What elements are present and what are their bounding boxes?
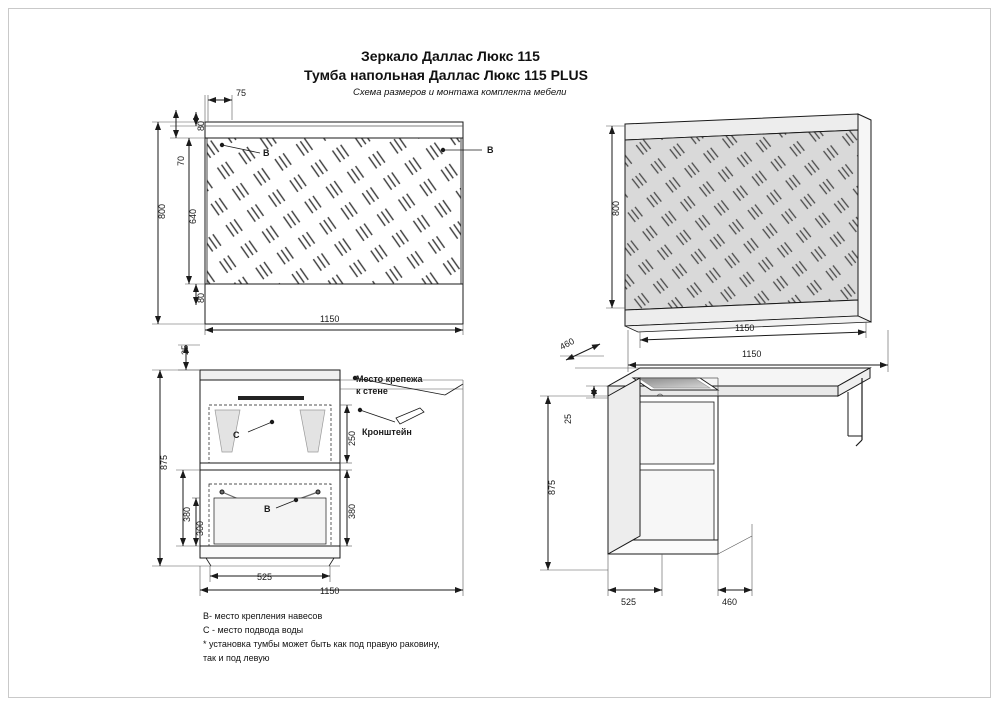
dim-iso-cabinet-25: 25	[563, 413, 573, 424]
legend-line-3: * установка тумбы может быть как под правую раковину,	[203, 639, 440, 649]
callout-wall-mount-line2: к стене	[356, 386, 388, 396]
dim-iso-cabinet-460-top: 460	[558, 335, 576, 352]
dim-cabinet-525: 525	[257, 572, 273, 582]
dim-iso-mirror-1150-inner: 1150	[735, 323, 755, 333]
dim-cabinet-380-left: 380	[182, 506, 192, 522]
dim-mirror-800: 800	[157, 203, 167, 219]
page-title-mirror: Зеркало Даллас Люкс 115	[361, 48, 540, 64]
page-title-cabinet: Тумба напольная Даллас Люкс 115 PLUS	[304, 67, 588, 83]
dim-mirror-70: 70	[176, 155, 186, 166]
marker-c: C	[233, 430, 240, 440]
dim-mirror-80-bottom: 80	[196, 292, 206, 303]
legend-line-2: C - место подвода воды	[203, 625, 304, 635]
dim-iso-cabinet-875: 875	[547, 479, 557, 495]
dim-cabinet-875: 875	[159, 454, 169, 470]
dim-mirror-top-offset: 75	[236, 88, 247, 98]
callout-wall-mount-line1: Место крепежа	[356, 374, 423, 384]
dim-mirror-width-1150: 1150	[320, 314, 340, 324]
dim-cabinet-25: 25	[180, 344, 190, 355]
dim-cabinet-1150: 1150	[320, 586, 340, 596]
page-subtitle: Схема размеров и монтажа комплекта мебели	[353, 87, 567, 98]
legend-line-4: так и под левую	[203, 653, 270, 663]
dim-mirror-640: 640	[188, 208, 198, 224]
dim-mirror-80-top: 80	[196, 120, 206, 131]
dim-cabinet-250: 250	[347, 430, 357, 446]
marker-b-left: B	[263, 148, 270, 158]
dim-cabinet-380-inner: 380	[347, 503, 357, 519]
callout-bracket: Кронштейн	[362, 427, 412, 437]
marker-b-right: B	[487, 145, 494, 155]
dim-iso-mirror-800: 800	[611, 200, 621, 216]
dim-iso-cabinet-460-bottom: 460	[722, 597, 738, 607]
dim-iso-mirror-1150-outer: 1150	[742, 349, 762, 359]
legend-line-1: B- место крепления навесов	[203, 611, 323, 621]
marker-b-cabinet: B	[264, 504, 271, 514]
dim-iso-cabinet-525: 525	[621, 597, 637, 607]
dim-cabinet-300: 300	[195, 520, 205, 536]
